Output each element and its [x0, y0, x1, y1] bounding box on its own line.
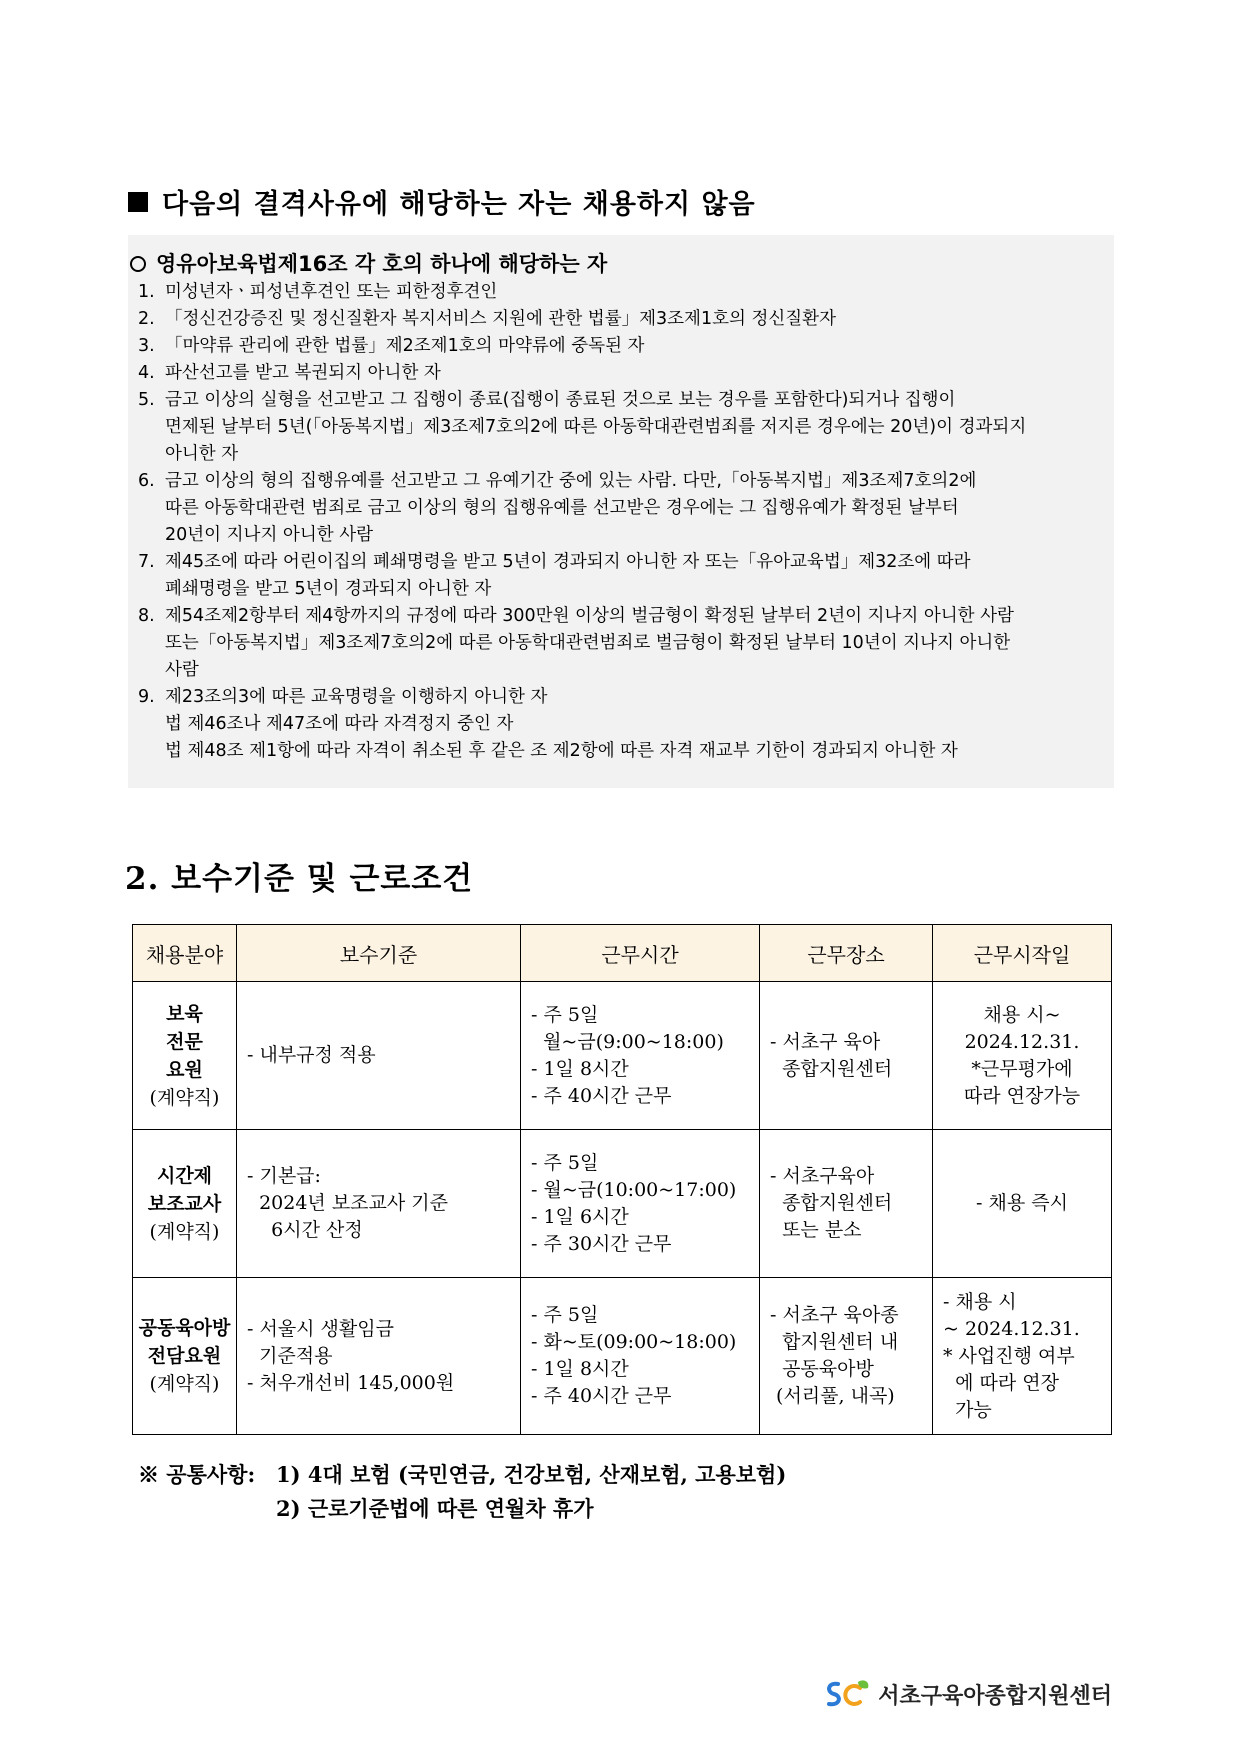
disqualification-list: [128, 279, 1114, 765]
list-item-number: 9.: [138, 687, 155, 707]
list-item-line: 따른 아동학대관련 범죄로 금고 이상의 형의 집행유예를 선고받은 경우에는 그 집행유예가 확정된 날부터: [165, 498, 959, 518]
row-category-line: 요원: [166, 1058, 203, 1081]
row-place-line: 종합지원센터: [770, 1057, 893, 1080]
row-place-line: 합지원센터 내: [770, 1331, 899, 1353]
row-hours-line: - 주 5일: [531, 1151, 599, 1174]
row-pay: [237, 1130, 521, 1278]
list-item: [128, 468, 1114, 549]
list-item-line: 파산선고를 받고 복권되지 아니한 자: [165, 363, 441, 383]
row-pay-line: 2024년 보조교사 기준: [247, 1192, 448, 1214]
row-pay-line: - 기본급:: [247, 1165, 321, 1187]
row-category-sub: (계약직): [149, 1373, 220, 1395]
common-item-2: 2) 근로기준법에 따른 연월차 휴가: [276, 1496, 594, 1521]
row-place-line: - 서초구 육아종: [770, 1304, 899, 1326]
row-start-line: 따라 연장가능: [963, 1084, 1081, 1107]
list-item-number: 1.: [138, 282, 155, 302]
list-item: [128, 306, 1114, 333]
list-item: [128, 549, 1114, 603]
row-place: [760, 1130, 933, 1278]
common-item-1: 1) 4대 보험 (국민연금, 건강보험, 산재보험, 고용보험): [276, 1462, 787, 1487]
row-start-line: ~ 2024.12.31.: [943, 1317, 1080, 1340]
list-item-line: 법 제46조나 제47조에 따라 자격정지 중인 자: [165, 714, 514, 734]
row-hours-line: - 주 5일: [531, 1304, 599, 1326]
list-item-number: 2.: [138, 309, 155, 329]
list-item-line: 면제된 날부터 5년(「아동복지법」제3조제7호의2에 따른 아동학대관련범죄를 저지른 경우에는 20년)이 경과되지: [165, 417, 1027, 437]
common-notes: [138, 1458, 786, 1526]
row-start: [933, 982, 1112, 1130]
row-category: [133, 1278, 237, 1435]
table-row: [133, 1278, 1112, 1435]
list-item-line: 또는「아동복지법」제3조제7호의2에 따른 아동학대관련범죄로 벌금형이 확정된 날부터 10년이 지나지 아니한: [165, 633, 1011, 653]
row-category-line: 보육: [166, 1002, 203, 1025]
list-item-number: 7.: [138, 552, 155, 572]
row-pay: [237, 982, 521, 1130]
list-item-line: 사람: [165, 660, 199, 680]
row-hours-line: - 월~금(10:00~17:00): [531, 1178, 737, 1201]
list-item-line: 제54조제2항부터 제4항까지의 규정에 따라 300만원 이상의 벌금형이 확정된 날부터 2년이 지나지 아니한 사람: [165, 606, 1014, 626]
row-category-line: 전담요원: [147, 1345, 222, 1367]
disqualification-heading-text: 영유아보육법제16조 각 호의 하나에 해당하는 자: [156, 252, 608, 276]
row-pay-line: - 서울시 생활임금: [247, 1317, 394, 1340]
row-category: [133, 982, 237, 1130]
conditions-table: [132, 924, 1112, 1435]
row-hours-line: - 1일 8시간: [531, 1057, 629, 1080]
row-hours: [521, 1130, 760, 1278]
row-start-line: 가능: [943, 1398, 992, 1421]
row-place-line: (서리풀, 내곡): [770, 1385, 895, 1407]
table-header-row: [133, 925, 1112, 982]
row-hours-line: - 1일 6시간: [531, 1205, 629, 1228]
disqualification-title-text: 다음의 결격사유에 해당하는 자는 채용하지 않음: [162, 189, 756, 220]
list-item-line: 금고 이상의 실형을 선고받고 그 집행이 종료(집행이 종료된 것으로 보는 경우를 포함한다)되거나 집행이: [165, 390, 956, 410]
list-item-number: 5.: [138, 390, 155, 410]
list-item-number: 8.: [138, 606, 155, 626]
disqualification-heading: [130, 249, 1114, 279]
row-category-line: 보조교사: [147, 1192, 222, 1215]
list-item-line: 20년이 지나지 아니한 사람: [165, 525, 374, 545]
disqualification-box: [128, 235, 1114, 788]
row-start-line: *근무평가에: [971, 1057, 1073, 1080]
row-hours-line: - 화~토(09:00~18:00): [531, 1331, 737, 1353]
row-place-line: 종합지원센터: [770, 1192, 893, 1214]
common-label: ※ 공통사항:: [138, 1462, 256, 1487]
list-item-line: 금고 이상의 형의 집행유예를 선고받고 그 유예기간 중에 있는 사람. 다만,「아동복지법」제3조제7호의2에: [165, 471, 977, 491]
list-item-line: 제23조의3에 따른 교육명령을 이행하지 아니한 자: [165, 687, 548, 707]
row-start-line: 채용 시~: [983, 1003, 1061, 1026]
row-hours-line: - 주 30시간 근무: [531, 1232, 672, 1255]
list-item-line: 아니한 자: [165, 444, 239, 464]
disqualification-title: [128, 182, 756, 221]
row-start-line: - 채용 즉시: [976, 1192, 1068, 1214]
list-item-line: 「정신건강증진 및 정신질환자 복지서비스 지원에 관한 법률」제3조제1호의 정신질환자: [165, 309, 836, 329]
row-hours-line: - 주 40시간 근무: [531, 1084, 672, 1107]
list-item-line: 폐쇄명령을 받고 5년이 경과되지 아니한 자: [165, 579, 492, 599]
row-place: [760, 982, 933, 1130]
row-start-line: * 사업진행 여부: [943, 1344, 1075, 1367]
circle-bullet-icon: [130, 256, 146, 272]
row-pay-line: - 내부규정 적용: [247, 1044, 376, 1066]
square-bullet-icon: [128, 192, 148, 212]
list-item: [128, 684, 1114, 765]
row-start: [933, 1278, 1112, 1435]
header-place: 근무장소: [760, 925, 933, 982]
list-item-number: 6.: [138, 471, 155, 491]
row-category-sub: (계약직): [149, 1086, 220, 1109]
header-category: 채용분야: [133, 925, 237, 982]
list-item-line: 미성년자ㆍ피성년후견인 또는 피한정후견인: [165, 282, 498, 302]
list-item-number: 3.: [138, 336, 155, 356]
header-start: 근무시작일: [933, 925, 1112, 982]
row-start-line: - 채용 시: [943, 1290, 1017, 1313]
row-hours-line: - 1일 8시간: [531, 1358, 629, 1380]
center-logo: [824, 1678, 1112, 1710]
row-category: [133, 1130, 237, 1278]
logo-mark-icon: [824, 1678, 874, 1710]
row-category-line: 시간제: [156, 1164, 213, 1187]
header-pay: 보수기준: [237, 925, 521, 982]
list-item-line: 제45조에 따라 어린이집의 폐쇄명령을 받고 5년이 경과되지 아니한 자 또는「유아교육법」제32조에 따라: [165, 552, 971, 572]
table-row: [133, 982, 1112, 1130]
list-item-line: 법 제48조 제1항에 따라 자격이 취소된 후 같은 조 제2항에 따른 자격 재교부 기한이 경과되지 아니한 자: [165, 741, 958, 761]
row-hours-line: 월~금(9:00~18:00): [531, 1030, 724, 1053]
header-hours: 근무시간: [521, 925, 760, 982]
row-hours: [521, 982, 760, 1130]
row-place: [760, 1278, 933, 1435]
list-item: [128, 333, 1114, 360]
table-row: [133, 1130, 1112, 1278]
row-pay-line: 6시간 산정: [247, 1219, 363, 1241]
row-hours: [521, 1278, 760, 1435]
list-item: [128, 279, 1114, 306]
row-pay-line: - 처우개선비 145,000원: [247, 1371, 455, 1394]
list-item-number: 4.: [138, 363, 155, 383]
row-place-line: 공동육아방: [770, 1358, 874, 1380]
row-pay-line: 기준적용: [247, 1344, 333, 1367]
list-item: [128, 603, 1114, 684]
row-category-line: 공동육아방: [138, 1317, 231, 1339]
section2-title: 2. 보수기준 및 근로조건: [125, 861, 474, 897]
row-start-line: 에 따라 연장: [943, 1371, 1059, 1394]
row-place-line: - 서초구육아: [770, 1165, 875, 1187]
row-category-line: 전문: [166, 1030, 203, 1053]
list-item-line: 「마약류 관리에 관한 법률」제2조제1호의 마약류에 중독된 자: [165, 336, 645, 356]
list-item: [128, 360, 1114, 387]
row-start: [933, 1130, 1112, 1278]
row-hours-line: - 주 5일: [531, 1003, 599, 1026]
logo-text: 서초구육아종합지원센터: [878, 1683, 1112, 1709]
row-hours-line: - 주 40시간 근무: [531, 1385, 672, 1407]
row-place-line: 또는 분소: [770, 1219, 862, 1241]
table-body: [133, 982, 1112, 1435]
row-place-line: - 서초구 육아: [770, 1030, 881, 1053]
list-item: [128, 387, 1114, 468]
row-start-line: 2024.12.31.: [964, 1030, 1080, 1053]
row-pay: [237, 1278, 521, 1435]
row-category-sub: (계약직): [149, 1220, 220, 1243]
